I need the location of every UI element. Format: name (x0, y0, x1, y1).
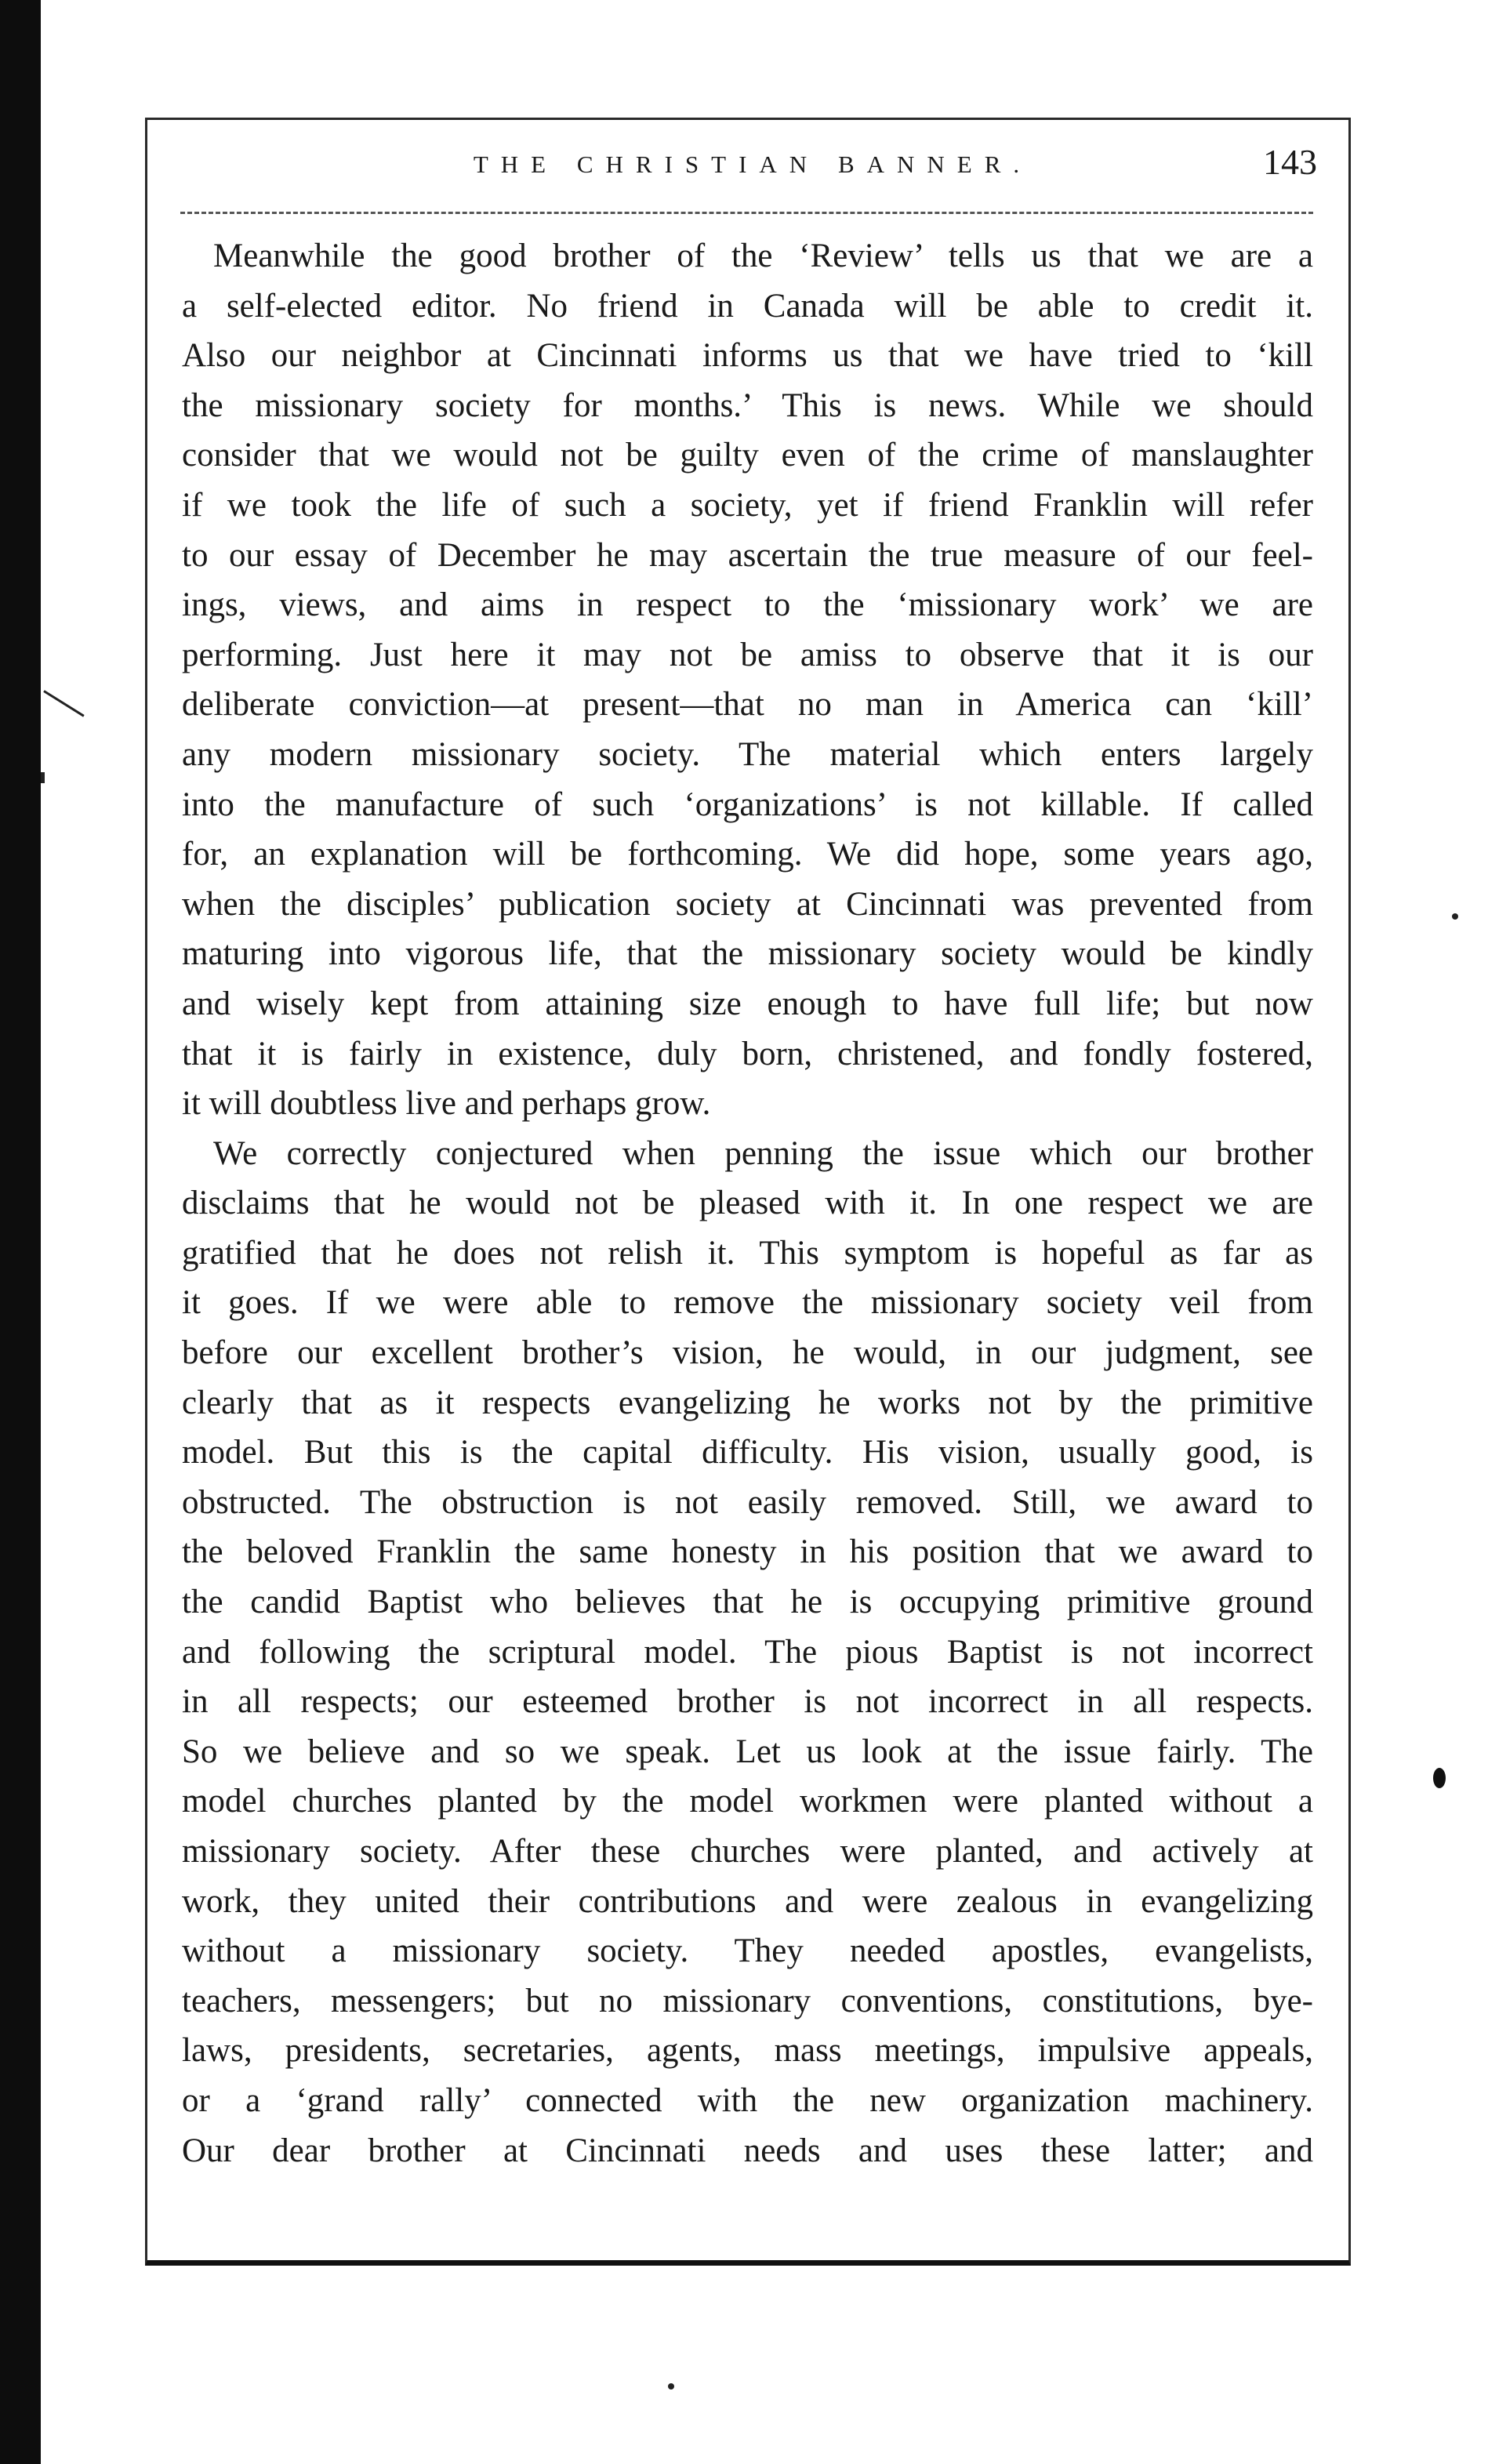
margin-tick-mark (41, 772, 45, 783)
text-line: the candid Baptist who believes that he is occupying primitive ground (182, 1584, 1313, 1621)
article-body (182, 231, 1313, 2176)
text-line: gratified that he does not relish it. This symptom is hopeful as far as (182, 1234, 1313, 1272)
text-line: into the manufacture of such ‘organizations’ is not killable. If called (182, 786, 1313, 823)
text-line: in all respects; our esteemed brother is not incorrect in all respects. (182, 1683, 1313, 1721)
text-line: clearly that as it respects evangelizing he works not by the primitive (182, 1384, 1313, 1421)
text-line: it will doubtless live and perhaps grow. (182, 1085, 711, 1123)
text-line: the beloved Franklin the same honesty in his position that we award to (182, 1533, 1313, 1571)
text-line: Meanwhile the good brother of the ‘Review’ tells us that we are a (213, 238, 1313, 274)
text-line: when the disciples’ publication society at Cincinnati was prevented from (182, 885, 1313, 923)
text-line: consider that we would not be guilty even of the crime of manslaughter (182, 437, 1313, 474)
text-line: missionary society. After these churches were planted, and actively at (182, 1833, 1313, 1870)
text-line: to our essay of December he may ascertain the true measure of our feel- (182, 536, 1313, 574)
text-line: performing. Just here it may not be amiss to observe that it is our (182, 636, 1313, 673)
text-line: model. But this is the capital difficulty. His vision, usually good, is (182, 1434, 1313, 1472)
page-number: 143 (1263, 142, 1317, 182)
text-line: for, an explanation will be forthcoming. We did hope, some years ago, (182, 836, 1313, 873)
text-line: that it is fairly in existence, duly born, christened, and fondly fostered, (182, 1035, 1313, 1072)
speck-mark (668, 2383, 674, 2390)
text-line: and following the scriptural model. The pious Baptist is not incorrect (182, 1633, 1313, 1671)
margin-bullet-mark (1433, 1768, 1446, 1788)
book-binding-edge (0, 0, 41, 2464)
text-line: deliberate conviction—at present—that no man in America can ‘kill’ (182, 686, 1313, 724)
text-line: disclaims that he would not be pleased with it. In one respect we are (182, 1185, 1313, 1222)
text-line: work, they united their contributions and were zealous in evangelizing (182, 1882, 1313, 1920)
text-line: and wisely kept from attaining size enough to have full life; but now (182, 985, 1313, 1022)
text-line: laws, presidents, secretaries, agents, mass meetings, impulsive appeals, (182, 2032, 1313, 2070)
running-title: THE CHRISTIAN BANNER. (473, 151, 1033, 178)
text-line: teachers, messengers; but no missionary conventions, constitutions, bye- (182, 1982, 1313, 2019)
header-rule (180, 212, 1313, 214)
text-line: before our excellent brother’s vision, he would, in our judgment, see (182, 1334, 1313, 1372)
text-line: any modern missionary society. The material which enters largely (182, 735, 1313, 773)
text-line: if we took the life of such a society, yet if friend Franklin will refer (182, 486, 1313, 524)
text-line: the missionary society for months.’ This is news. While we should (182, 386, 1313, 424)
text-line: obstructed. The obstruction is not easily removed. Still, we award to (182, 1483, 1313, 1521)
speck-mark (1452, 913, 1458, 920)
text-line: or a ‘grand rally’ connected with the new organization machinery. (182, 2081, 1313, 2119)
text-line: without a missionary society. They needed apostles, evangelists, (182, 1932, 1313, 1970)
margin-tick-mark (43, 690, 84, 717)
text-line: Also our neighbor at Cincinnati informs us that we have tried to ‘kill (182, 337, 1313, 375)
text-line: maturing into vigorous life, that the missionary society would be kindly (182, 935, 1313, 973)
text-line: model churches planted by the model workmen were planted without a (182, 1783, 1313, 1820)
text-line: Our dear brother at Cincinnati needs and uses these latter; and (182, 2132, 1313, 2169)
text-line: ings, views, and aims in respect to the ‘missionary work’ we are (182, 586, 1313, 624)
text-line: We correctly conjectured when penning the issue which our brother (213, 1134, 1313, 1172)
text-line: a self-elected editor. No friend in Canada will be able to credit it. (182, 287, 1313, 325)
running-head (180, 141, 1325, 196)
text-line: it goes. If we were able to remove the missionary society veil from (182, 1284, 1313, 1322)
text-line: So we believe and so we speak. Let us look at the issue fairly. The (182, 1733, 1313, 1770)
